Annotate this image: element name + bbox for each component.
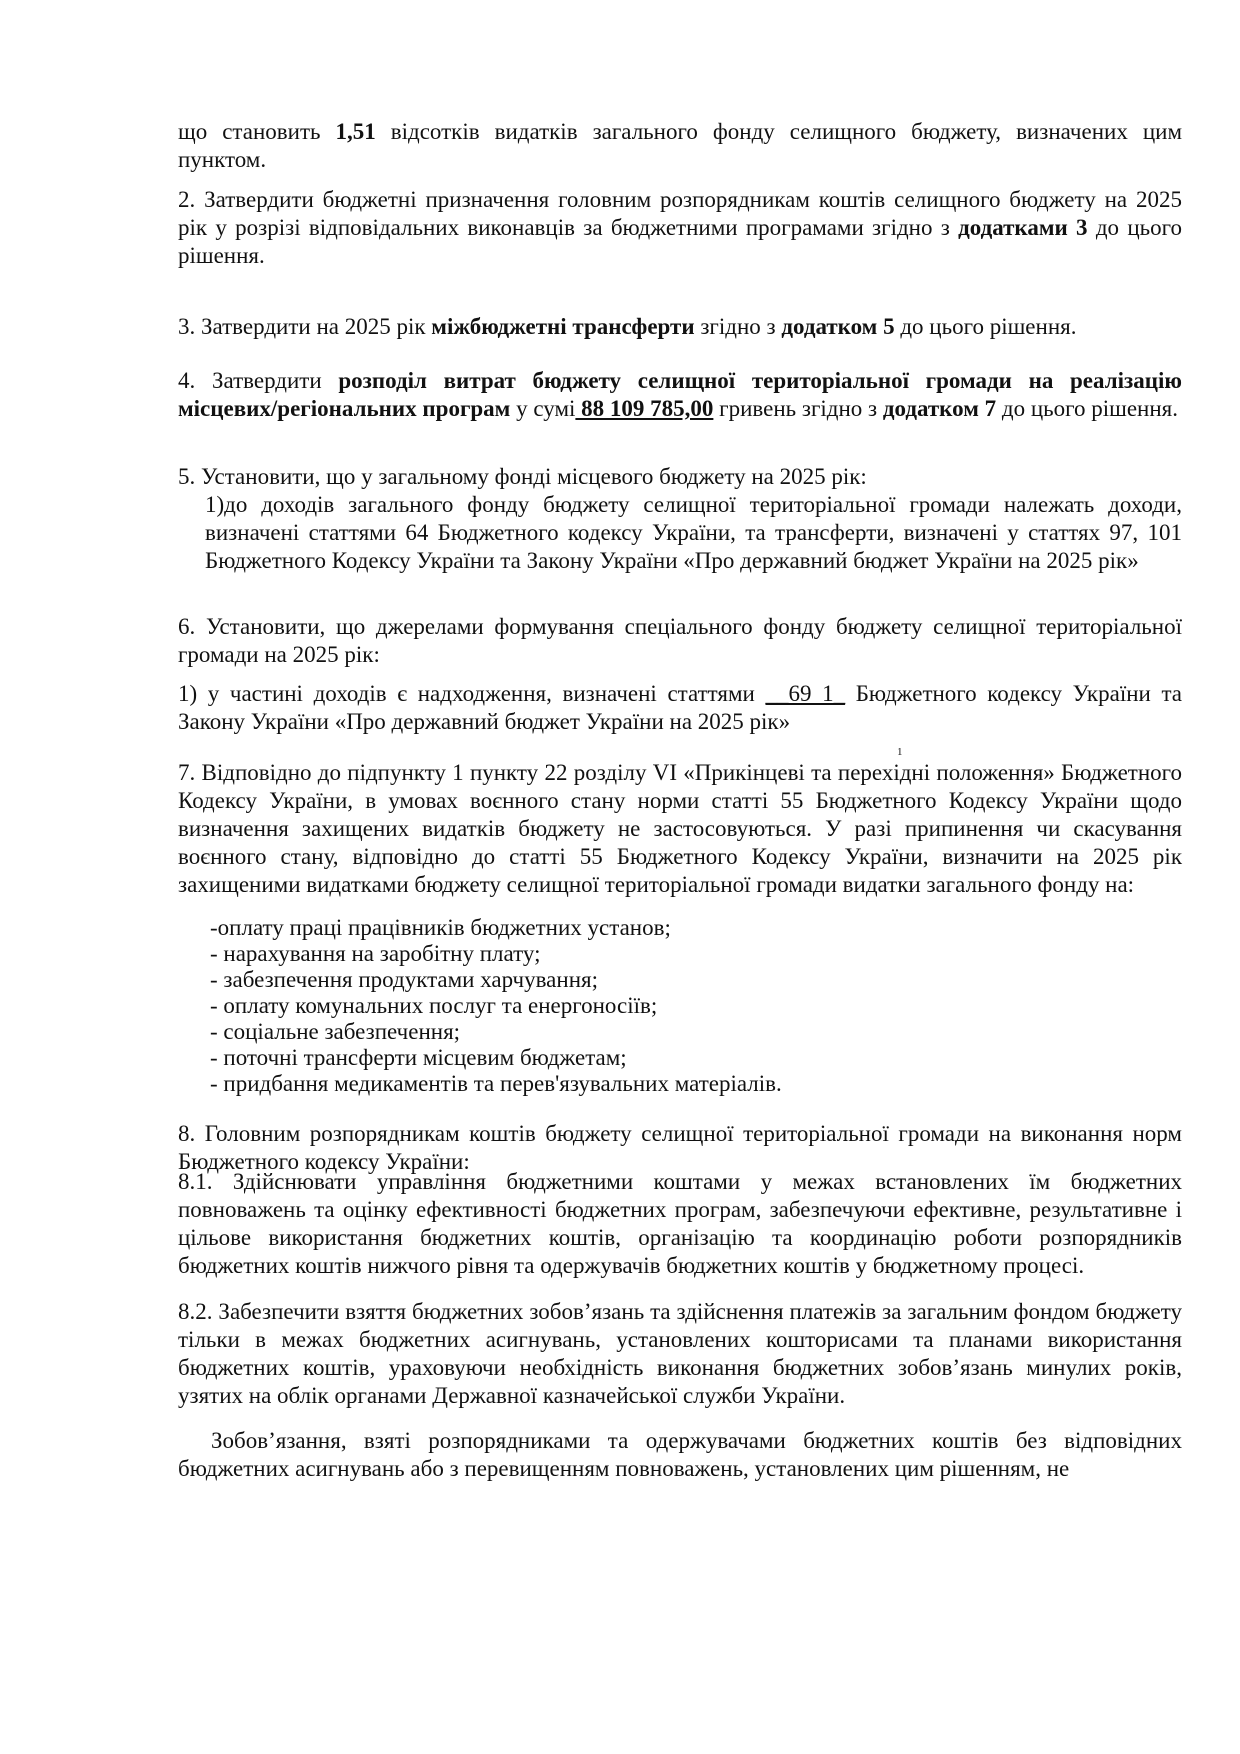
p4-programs: розподіл витрат бюджету селищної територіальної громади на реалізацію місцевих/регіональних програм	[178, 368, 1182, 421]
paragraph-5-heading: 5. Установити, що у загальному фонді місцевого бюджету на 2025 рік:	[178, 464, 867, 489]
p7-list-item: - соціальне забезпечення;	[210, 1019, 461, 1044]
p2-appendix-ref: додатками 3	[958, 215, 1088, 240]
p4-text-mid: у сумі	[510, 396, 576, 421]
p6-superscript: 1	[897, 746, 903, 758]
paragraph-8-2: 8.2. Забезпечити взяття бюджетних зобов’язань та здійснення платежів за загальним фондом бюджету тільки в межах бюджетних асигнувань, установлених кошторисами та планами використання бюджетних коштів, ураховуючи необхідність виконання бюджетних зобов’язань минулих років, узятих на облік органами Державної казначейської служби України.	[178, 1299, 1182, 1408]
p4-appendix-ref: додатком 7	[882, 396, 997, 421]
paragraph-5-item: 1)до доходів загального фонду бюджету селищної територіальної громади належать доходи, визначені статтями 64 Бюджетного кодексу України, та трансферти, визначені у статтях 97, 101 Бюджетного Кодексу України та Закону України «Про державний бюджет України на 2025 рік»	[205, 492, 1182, 573]
p7-list-item: - оплату комунальних послуг та енергоносіїв;	[210, 993, 658, 1018]
p6-text-end: Бюджетного кодексу України та Закону України «Про державний бюджет України на 2025 рік»	[178, 681, 1182, 734]
paragraph-intro	[178, 118, 1182, 174]
p4-text: 4. Затвердити	[178, 368, 339, 393]
paragraph-2	[178, 186, 1182, 270]
paragraph-8-heading: 8. Головним розпорядникам коштів бюджету селищної територіальної громади на виконання норм Бюджетного кодексу України:	[178, 1121, 1182, 1174]
p2-text-end: до цього рішення.	[178, 215, 1182, 268]
p6-articles: __69 1_	[765, 681, 846, 706]
p7-list-item: - поточні трансферти місцевим бюджетам;	[210, 1045, 627, 1070]
paragraph-6-item	[178, 680, 1182, 736]
p6-text: 1) у частині доходів є надходження, визначені статтями	[178, 681, 766, 706]
p3-appendix-ref: додатком 5	[781, 314, 895, 339]
p7-list-item: - забезпечення продуктами харчування;	[210, 967, 598, 992]
intro-percent: 1,51	[335, 119, 376, 144]
p4-text-end: до цього рішення.	[996, 396, 1178, 421]
p7-list-item: -оплату праці працівників бюджетних установ;	[210, 915, 671, 940]
p3-text-end: до цього рішення.	[894, 314, 1077, 339]
p2-text: 2. Затвердити бюджетні призначення головним розпорядникам коштів селищного бюджету на 2025 рік у розрізі відповідальних виконавців за бюджетними програмами згідно з	[178, 187, 1182, 240]
paragraph-4	[178, 367, 1182, 423]
paragraph-3	[178, 313, 1182, 341]
p3-text-mid: згідно з	[694, 314, 782, 339]
paragraph-8-1: 8.1. Здійснювати управління бюджетними коштами у межах встановлених їм бюджетних повноважень та оцінку ефективності бюджетних програм, забезпечуючи ефективне, результативне і цільове використання бюджетних коштів, організацію та координацію роботи розпорядників бюджетних коштів нижчого рівня та одержувачів бюджетних коштів у бюджетному процесі.	[178, 1169, 1182, 1278]
p3-text: 3. Затвердити на 2025 рік	[178, 314, 432, 339]
p4-text-mid2: гривень згідно з	[713, 396, 883, 421]
p7-list-item: - нарахування на заробітну плату;	[210, 941, 541, 966]
paragraph-8-2-continuation: Зобов’язання, взяті розпорядниками та одержувачами бюджетних коштів без відповідних бюджетних асигнувань або з перевищенням повноважень, установлених цим рішенням, не	[178, 1428, 1182, 1481]
paragraph-6-heading: 6. Установити, що джерелами формування спеціального фонду бюджету селищної територіальної громади на 2025 рік:	[178, 614, 1182, 667]
p7-list-item: - придбання медикаментів та перев'язувальних матеріалів.	[210, 1071, 782, 1096]
intro-text-end: відсотків видатків загального фонду селищного бюджету, визначених цим пунктом.	[178, 119, 1182, 172]
intro-text: що становить	[178, 119, 336, 144]
p4-amount: 88 109 785,00	[575, 396, 714, 421]
paragraph-7: 7. Відповідно до підпункту 1 пункту 22 розділу VI «Прикінцеві та перехідні положення» Бюджетного Кодексу України, в умовах воєнного стану норми статті 55 Бюджетного Кодексу України щодо визначення захищених видатків бюджету не застосовуються. У разі припинення чи скасування воєнного стану, відповідно до статті 55 Бюджетного Кодексу України, визначити на 2025 рік захищеними видатками бюджету селищної територіальної громади видатки загального фонду на:	[178, 760, 1182, 897]
p3-transfers: міжбюджетні трансферти	[431, 314, 695, 339]
